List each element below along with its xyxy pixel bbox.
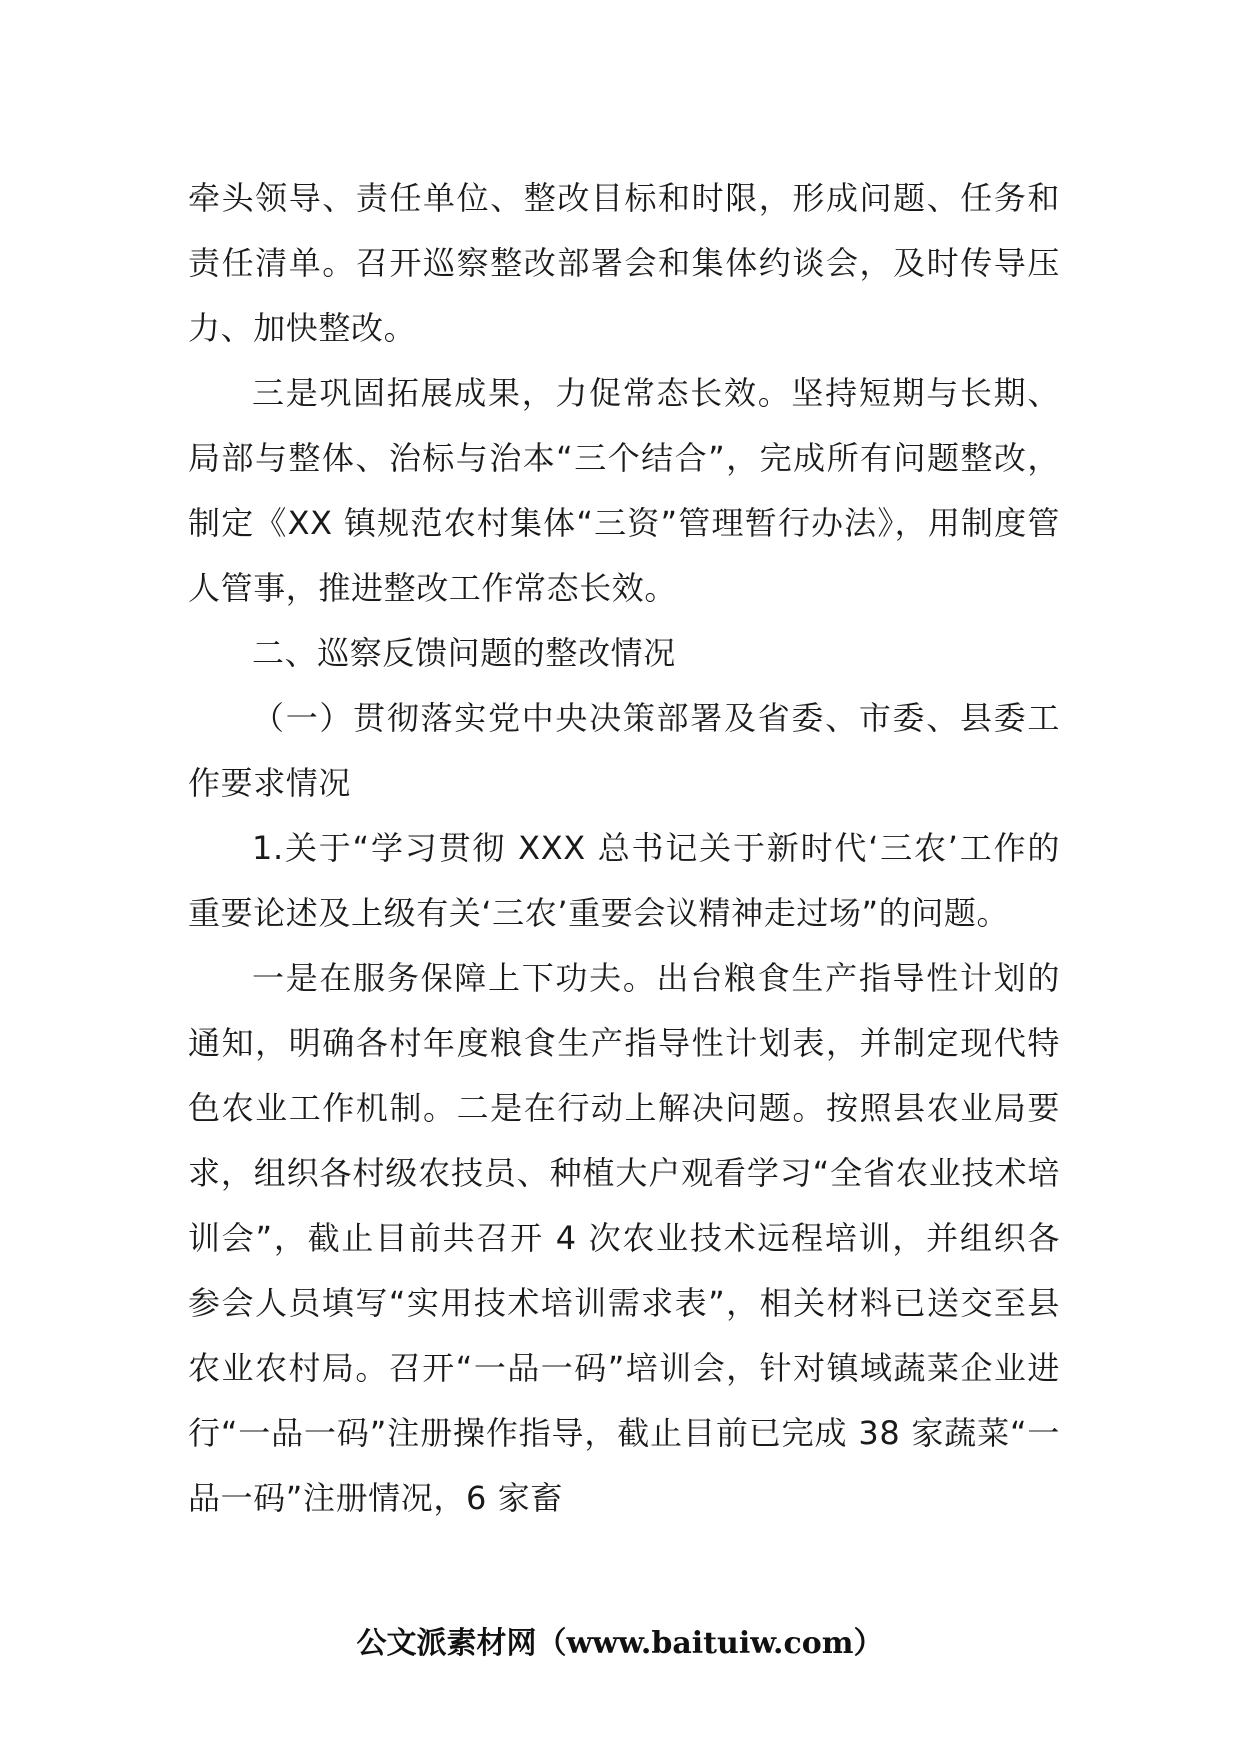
section-heading-rectification: 二、巡察反馈问题的整改情况 [252,634,676,672]
paragraph-service-guarantee: 一是在服务保障上下功夫。出台粮食生产指导性计划的通知，明确各村年度粮食生产指导性计划表，并制定现代特色农业工作机制。二是在行动上解决问题。按照县农业局要求，组织各村级农技员、种植大户观看学习“全省农业技术培训会”，截止目前共召开 4 次农业技术远程培训，并组织各参会人员填写“实用技术培训需求表”，相关材料已送交至县农业农村局。召开“一品一码”培训会，针对镇域蔬菜企业进行“一品一码”注册操作指导，截止目前已完成 38 家蔬菜“一品一码”注册情况，6 家畜 [188,959,1060,1517]
item-heading-sannong: 1.关于“学习贯彻 XXX 总书记关于新时代‘三农’工作的重要论述及上级有关‘三农’重要会议精神走过场”的问题。 [188,829,1060,932]
paragraph-consolidate-results: 三是巩固拓展成果，力促常态长效。坚持短期与长期、局部与整体、治标与治本“三个结合”，完成所有问题整改，制定《XX 镇规范农村集体“三资”管理暂行办法》，用制度管人管事，推进整改工作常态长效。 [188,374,1060,607]
document-body [188,166,1060,1531]
paragraph-continuation: 牵头领导、责任单位、整改目标和时限，形成问题、任务和责任清单。召开巡察整改部署会和集体约谈会，及时传导压力、加快整改。 [188,179,1060,347]
subsection-heading-implementation: （一）贯彻落实党中央决策部署及省委、市委、县委工作要求情况 [188,699,1060,802]
footer-watermark: 公文派素材网（www.baituiw.com） [356,1626,884,1661]
